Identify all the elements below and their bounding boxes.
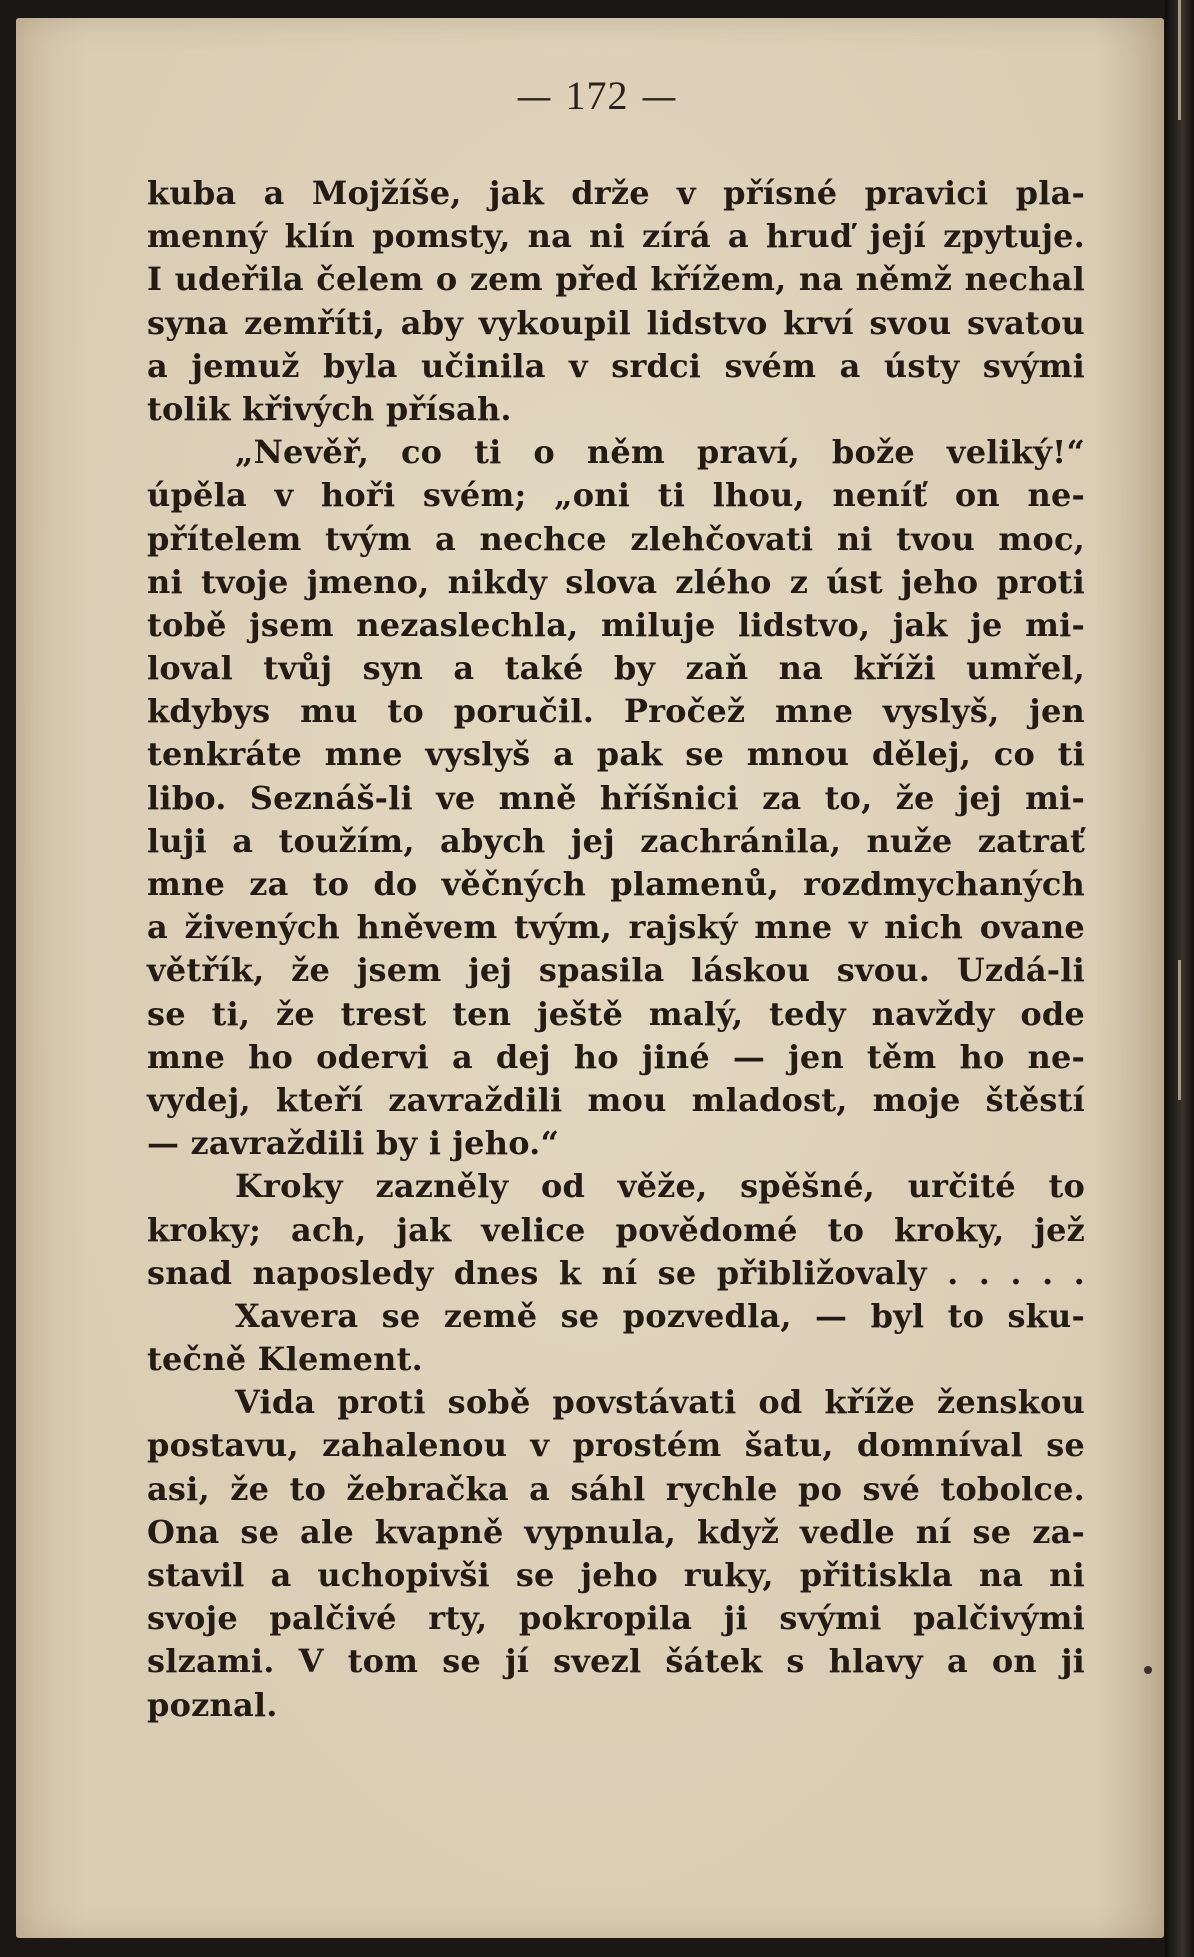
text-line: stavil a uchopivši se jeho ruky, přitiskla na ni: [147, 1556, 1085, 1594]
text-line: vydej, kteří zavraždili mou mladost, moje štěstí: [147, 1080, 1085, 1119]
text-line: kuba a Mojžíše, jak drže v přísné pravici pla-: [147, 174, 1085, 212]
text-line: „Nevěř, co ti o něm praví, bože veliký!“: [235, 433, 1085, 472]
text-line: a živených hněvem tvým, rajský mne v nich ovane: [147, 908, 1085, 947]
text-line: tenkráte mne vyslyš a pak se mnou dělej, co ti: [147, 735, 1085, 774]
text-line: — zavraždili by i jeho.“: [147, 1124, 560, 1163]
text-line: Vida proti sobě povstávati od kříže ženskou: [235, 1383, 1085, 1422]
text-line: přítelem tvým a nechce zlehčovati ni tvou moc,: [147, 519, 1085, 558]
text-line: větřík, že jsem jej spasila láskou svou. Uzdá-li: [147, 951, 1085, 990]
text-line: syna zemříti, aby vykoupil lidstvo krví svou svatou: [147, 303, 1085, 342]
text-line: loval tvůj syn a také by zaň na kříži umřel,: [147, 649, 1085, 688]
text-line: Ona se ale kvapně vypnula, když vedle ní se za-: [147, 1512, 1085, 1551]
page-header: [0, 72, 1194, 119]
text-line: postavu, zahalenou v prostém šatu, domníval se: [147, 1426, 1085, 1465]
body-text: [147, 172, 1085, 1727]
text-line: tobě jsem nezaslechla, miluje lidstvo, jak je mi-: [147, 605, 1085, 644]
text-line: asi, že to žebračka a sáhl rychle po své tobolce.: [147, 1469, 1085, 1508]
text-line: mne za to do věčných plamenů, rozdmychaných: [147, 865, 1085, 903]
text-line: Kroky zazněly od věže, spěšné, určité to: [235, 1167, 1085, 1206]
text-line: kdybys mu to poručil. Pročež mne vyslyš, jen: [147, 692, 1085, 731]
text-line: se ti, že trest ten ještě malý, tedy navždy ode: [147, 994, 1085, 1033]
text-line: tolik křivých přísah.: [147, 389, 512, 428]
margin-dot: [1144, 1666, 1152, 1674]
text-line: tečně Klement.: [147, 1340, 423, 1379]
spine-mark-middle: [1178, 960, 1181, 1100]
text-line: I udeřila čelem o zem před křížem, na němž nechal: [147, 260, 1085, 299]
text-line: luji a toužím, abych jej zachránila, nuže zatrať: [147, 821, 1085, 860]
header-dash-left: —: [516, 77, 554, 118]
text-line: Xavera se země se pozvedla, — byl to sku-: [235, 1296, 1085, 1335]
text-line: ni tvoje jmeno, nikdy slova zlého z úst jeho proti: [147, 562, 1085, 601]
header-dash-right: —: [640, 77, 678, 118]
text-line: a jemuž byla učinila v srdci svém a ústy svými: [147, 346, 1085, 385]
text-line: svoje palčivé rty, pokropila ji svými palčivými: [147, 1599, 1085, 1638]
text-line: menný klín pomsty, na ni zírá a hruď její zpytuje.: [147, 217, 1085, 256]
text-line: mne ho odervi a dej ho jiné — jen těm ho ne-: [147, 1037, 1085, 1076]
text-line: poznal.: [147, 1685, 278, 1724]
text-line: úpěla v hoři svém; „oni ti lhou, neníť on ne-: [147, 476, 1085, 515]
text-line: snad naposledy dnes k ní se přibližovaly . . . . .: [147, 1253, 1085, 1292]
text-line: libo. Seznáš-li ve mně hříšnici za to, že jej mi-: [147, 778, 1085, 817]
text-line: kroky; ach, jak velice povědomé to kroky, jež: [147, 1210, 1085, 1249]
page-number: 172: [565, 73, 629, 118]
text-line: slzami. V tom se jí svezl šátek s hlavy a on ji: [147, 1642, 1085, 1681]
